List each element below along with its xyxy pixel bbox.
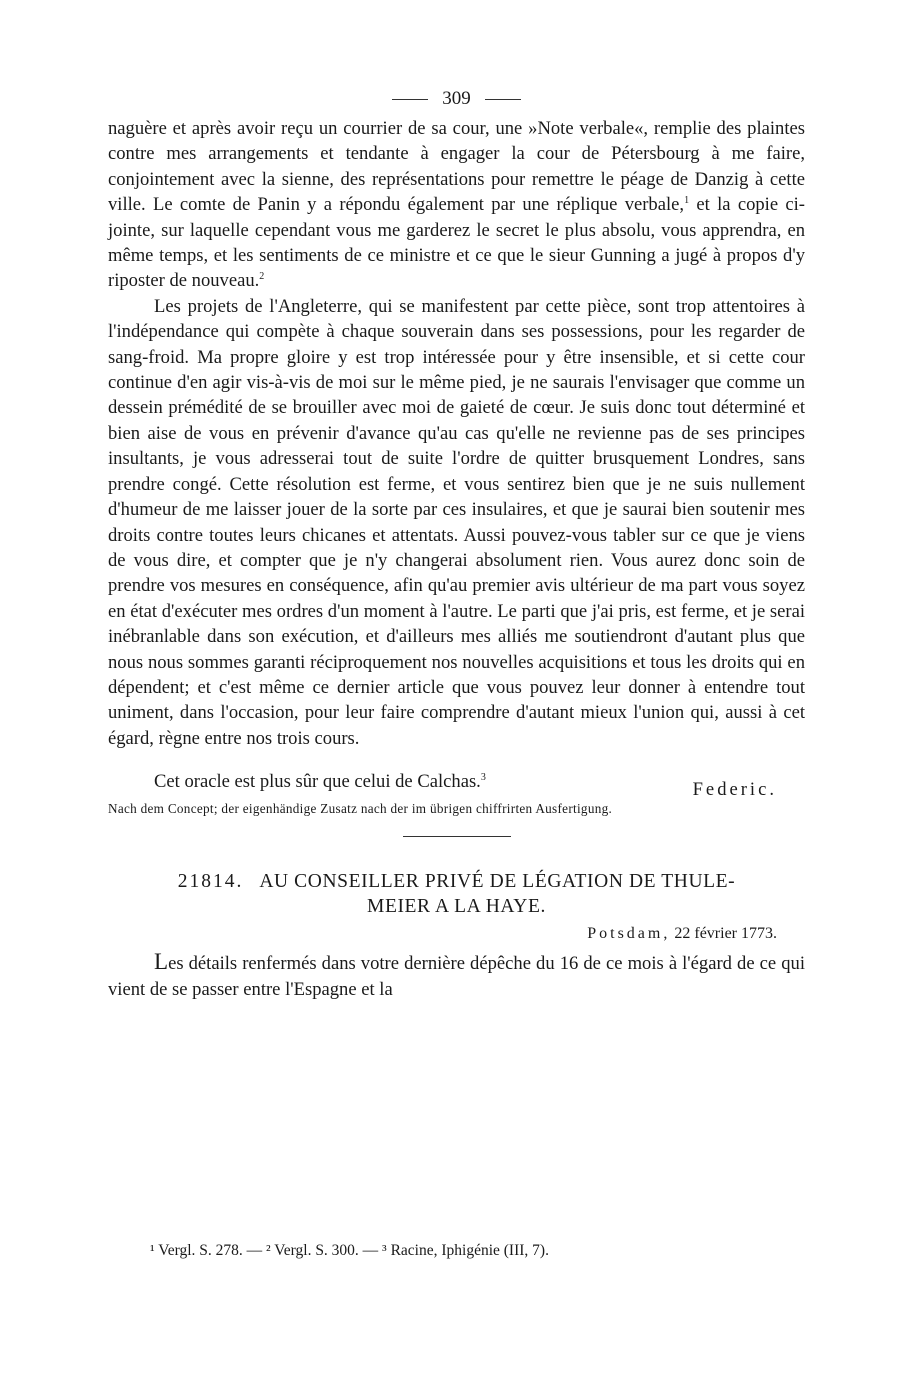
footnote-ref-2: 2 xyxy=(259,271,265,283)
document-title-line-2: MEIER A LA HAYE. xyxy=(367,896,546,918)
letter-opening xyxy=(108,949,805,1002)
paragraph-1-text-a: naguère et après avoir reçu un courrier de sa cour, une »Note verbale«, remplie des plaintes contre mes arrangements et tendante à engager la cour de Pétersbourg à me faire, conjointement avec la sienne, des représentations pour remettre le péage de Danzig à cette ville. Le comte de Panin y a répondu également par une réplique verbale, xyxy=(108,118,805,216)
signature: Federic. xyxy=(692,779,777,801)
page-number-text: 309 xyxy=(442,88,471,109)
page-number-dash-right xyxy=(485,99,521,100)
section-divider xyxy=(403,836,511,837)
footnotes: ¹ Vergl. S. 278. — ² Vergl. S. 300. — ³ Racine, Iphigénie (III, 7). xyxy=(150,1242,549,1259)
paragraph-1-text-b: et la copie ci-jointe, sur laquelle cependant vous me garderez le secret le plus absolu, vous apprendra, en même temps, et les sentiments de ce ministre et ce que le sieur Gunning a jugé à propos d'y riposter de nouveau. xyxy=(108,194,805,292)
page-number xyxy=(108,84,805,114)
document-number: 21814. xyxy=(177,871,244,893)
paragraph-2: Les projets de l'Angleterre, qui se manifestent par cette pièce, sont trop attentoires à l'indépendance qui compète à chaque souverain dans ses possessions, pour les regarder de sang-froid. Ma propre gloire y est trop intéressée pour y être insensible, et si cette cour continue d'en agir vis-à-vis de moi sur le même pied, je ne saurais l'envisager que comme un dessein prémédité de se brouiller avec moi de gaieté de cœur. Je suis donc tout déterminé et bien aise de vous en prévenir d'avance qu'au cas qu'elle ne revienne pas de ses principes insultants, je vous adresserai tout de suite l'ordre de quitter brusquement Londres, sans prendre congé. Cette résolution est ferme, et vous sentirez bien que je ne suis nullement d'humeur de me laisser jouer de la sorte par ces insulaires, et que je saurai bien soutenir mes droits contre toutes leurs chicanes et attentats. Aussi pouvez-vous tabler sur ce que je viens de vous dire, et compter que je n'y changerai absolument rien. Vous aurez donc soin de prendre vos mesures en conséquence, afin qu'au premier avis ultérieur de ma part vous soyez en état d'exécuter mes ordres d'un moment à l'autre. Le parti que j'ai pris, est ferme, et je serai inébranlable dans son exécution, et d'ailleurs mes alliés me soutiendront d'autant plus que nous nous sommes garanti réciproquement nos nouvelles acquisitions et tous les droits qui en dépendent; et c'est même ce dernier article que vous pouvez leur donner à entendre tout uniment, dans l'occasion, pour leur faire comprendre d'autant mieux l'union qui, aussi à cet égard, règne entre nos trois cours. xyxy=(108,295,805,749)
dateline xyxy=(108,925,777,943)
paragraph-1 xyxy=(108,116,805,294)
letter-opening-text: es détails renfermés dans votre dernière dépêche du 16 de ce mois à l'égard de ce qui vient de se passer entre l'Espagne et la xyxy=(108,953,805,1000)
footnote-ref-3: 3 xyxy=(480,771,486,783)
closing-row xyxy=(108,769,805,801)
dateline-place: Potsdam, xyxy=(587,925,671,943)
document-page xyxy=(108,84,805,1002)
document-title-line-1: AU CONSEILLER PRIVÉ DE LÉGATION DE THULE- xyxy=(259,871,736,893)
letter-initial: L xyxy=(154,949,169,975)
closing-line xyxy=(154,769,486,794)
closing-text: Cet oracle est plus sûr que celui de Calchas. xyxy=(154,771,481,793)
page-number-dash-left xyxy=(392,99,428,100)
document-heading xyxy=(108,869,805,919)
footnote-ref-1: 1 xyxy=(684,195,690,207)
dateline-date: 22 février 1773. xyxy=(674,925,777,943)
source-note: Nach dem Concept; der eigenhändige Zusatz nach der im übrigen chiffrirten Ausfertigung. xyxy=(108,801,613,817)
